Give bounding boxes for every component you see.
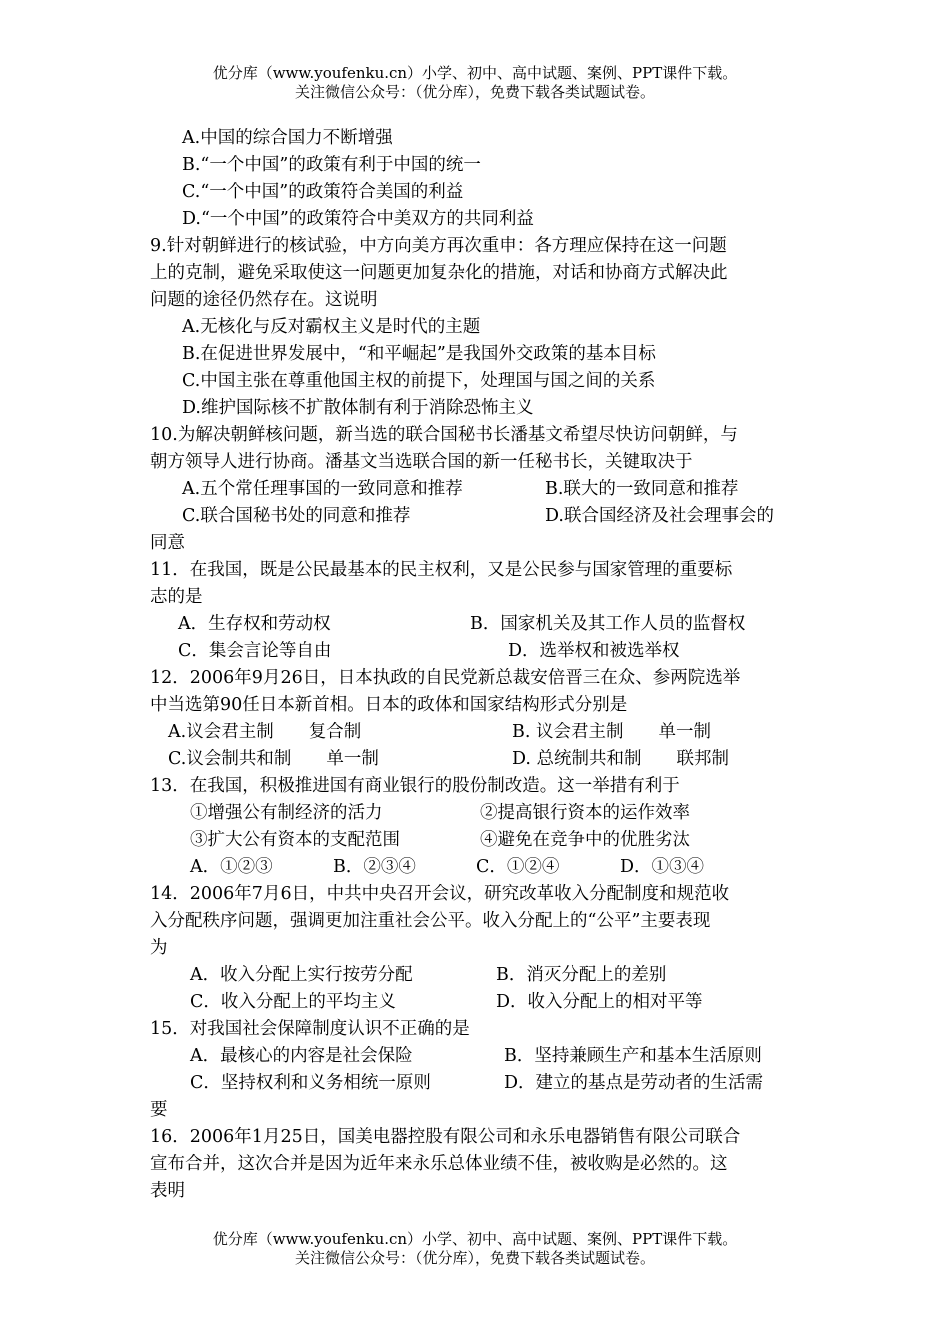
q16-stem-line-2: 宣布合并，这次合并是因为近年来永乐总体业绩不佳，被收购是必然的。这 (150, 1154, 728, 1174)
q12-stem-line-2: 中当选第90任日本新首相。日本的政体和国家结构形式分别是 (150, 695, 628, 715)
q14-stem-line-3: 为 (150, 938, 168, 958)
q11-stem-line-2: 志的是 (150, 587, 203, 607)
page-footer (0, 1230, 950, 1268)
footer-line-2: 关注微信公众号：（优分库），免费下载各类试题试卷。 (294, 1249, 655, 1267)
q13-stem: 13．在我国，积极推进国有商业银行的股份制改造。这一举措有利于 (150, 776, 680, 796)
q10-option-d: D.联合国经济及社会理事会的 (545, 506, 774, 526)
q16-stem-line-1: 16．2006年1月25日，国美电器控股有限公司和永乐电器销售有限公司联合 (150, 1127, 741, 1147)
q13-option-c: C．①②④ (476, 857, 560, 877)
q13-statement-4: ④避免在竞争中的优胜劣汰 (480, 830, 690, 850)
q13-option-d: D．①③④ (620, 857, 705, 877)
q15-option-a: A．最核心的内容是社会保险 (190, 1046, 413, 1066)
q10-option-c: C.联合国秘书处的同意和推荐 (182, 506, 411, 526)
q14-option-a: A．收入分配上实行按劳分配 (190, 965, 413, 985)
q9-option-c: C.中国主张在尊重他国主权的前提下，处理国与国之间的关系 (182, 371, 656, 391)
q15-option-b: B．坚持兼顾生产和基本生活原则 (504, 1046, 762, 1066)
q15-option-c: C．坚持权利和义务相统一原则 (190, 1073, 431, 1093)
q15-stem: 15．对我国社会保障制度认识不正确的是 (150, 1019, 470, 1039)
q13-statement-1: ①增强公有制经济的活力 (190, 803, 383, 823)
q12-option-c: C.议会制共和制 单一制 (168, 749, 379, 769)
q14-stem-line-1: 14．2006年7月6日，中共中央召开会议，研究改革收入分配制度和规范收 (150, 884, 730, 904)
q11-option-a: A．生存权和劳动权 (178, 614, 331, 634)
q12-option-a: A.议会君主制 复合制 (168, 722, 362, 742)
header-line-1: 优分库（www.youfenku.cn）小学、初中、高中试题、案例、PPT课件下载。 (212, 64, 738, 82)
q13-option-b: B．②③④ (333, 857, 416, 877)
q14-stem-line-2: 入分配秩序问题，强调更加注重社会公平。收入分配上的“公平”主要表现 (150, 911, 711, 931)
q10-option-b: B.联大的一致同意和推荐 (545, 479, 739, 499)
q9-stem-line-2: 上的克制，避免采取使这一问题更加复杂化的措施，对话和协商方式解决此 (150, 263, 728, 283)
q9-stem-line-1: 9.针对朝鲜进行的核试验，中方向美方再次重申：各方理应保持在这一问题 (150, 236, 727, 256)
page-header (0, 64, 950, 102)
q9-option-d: D.维护国际核不扩散体制有利于消除恐怖主义 (182, 398, 534, 418)
q8-option-b: B.“一个中国”的政策有利于中国的统一 (182, 155, 481, 175)
q10-stem-line-2: 朝方领导人进行协商。潘基文当选联合国的新一任秘书长，关键取决于 (150, 452, 693, 472)
q15-option-d: D．建立的基点是劳动者的生活需 (504, 1073, 764, 1093)
q8-option-d: D.“一个中国”的政策符合中美双方的共同利益 (182, 209, 534, 229)
q11-option-c: C．集会言论等自由 (178, 641, 332, 661)
q13-statement-2: ②提高银行资本的运作效率 (480, 803, 690, 823)
q16-stem-line-3: 表明 (150, 1181, 185, 1201)
q13-option-a: A．①②③ (190, 857, 273, 877)
q12-stem-line-1: 12．2006年9月26日，日本执政的自民党新总裁安倍晋三在众、参两院选举 (150, 668, 741, 688)
q11-option-d: D．选举权和被选举权 (508, 641, 680, 661)
q12-option-d: D. 总统制共和制 联邦制 (512, 749, 730, 769)
q9-option-a: A.无核化与反对霸权主义是时代的主题 (182, 317, 481, 337)
header-line-2: 关注微信公众号：（优分库），免费下载各类试题试卷。 (294, 83, 655, 101)
q9-option-b: B.在促进世界发展中，“和平崛起”是我国外交政策的基本目标 (182, 344, 656, 364)
q9-stem-line-3: 问题的途径仍然存在。这说明 (150, 290, 378, 310)
q8-option-a: A.中国的综合国力不断增强 (182, 128, 393, 148)
q12-option-b: B. 议会君主制 单一制 (512, 722, 711, 742)
q10-option-a: A.五个常任理事国的一致同意和推荐 (182, 479, 463, 499)
footer-line-1: 优分库（www.youfenku.cn）小学、初中、高中试题、案例、PPT课件下载。 (212, 1230, 738, 1248)
q14-option-c: C．收入分配上的平均主义 (190, 992, 396, 1012)
q13-statement-3: ③扩大公有资本的支配范围 (190, 830, 400, 850)
q15-option-d-continued: 要 (150, 1100, 168, 1120)
q10-stem-line-1: 10.为解决朝鲜核问题，新当选的联合国秘书长潘基文希望尽快访问朝鲜，与 (150, 425, 738, 445)
q11-option-b: B．国家机关及其工作人员的监督权 (470, 614, 746, 634)
q10-option-d-continued: 同意 (150, 533, 185, 553)
q14-option-b: B．消灭分配上的差别 (496, 965, 667, 985)
q14-option-d: D．收入分配上的相对平等 (496, 992, 703, 1012)
q11-stem-line-1: 11．在我国，既是公民最基本的民主权利，又是公民参与国家管理的重要标 (150, 560, 733, 580)
q8-option-c: C.“一个中国”的政策符合美国的利益 (182, 182, 464, 202)
